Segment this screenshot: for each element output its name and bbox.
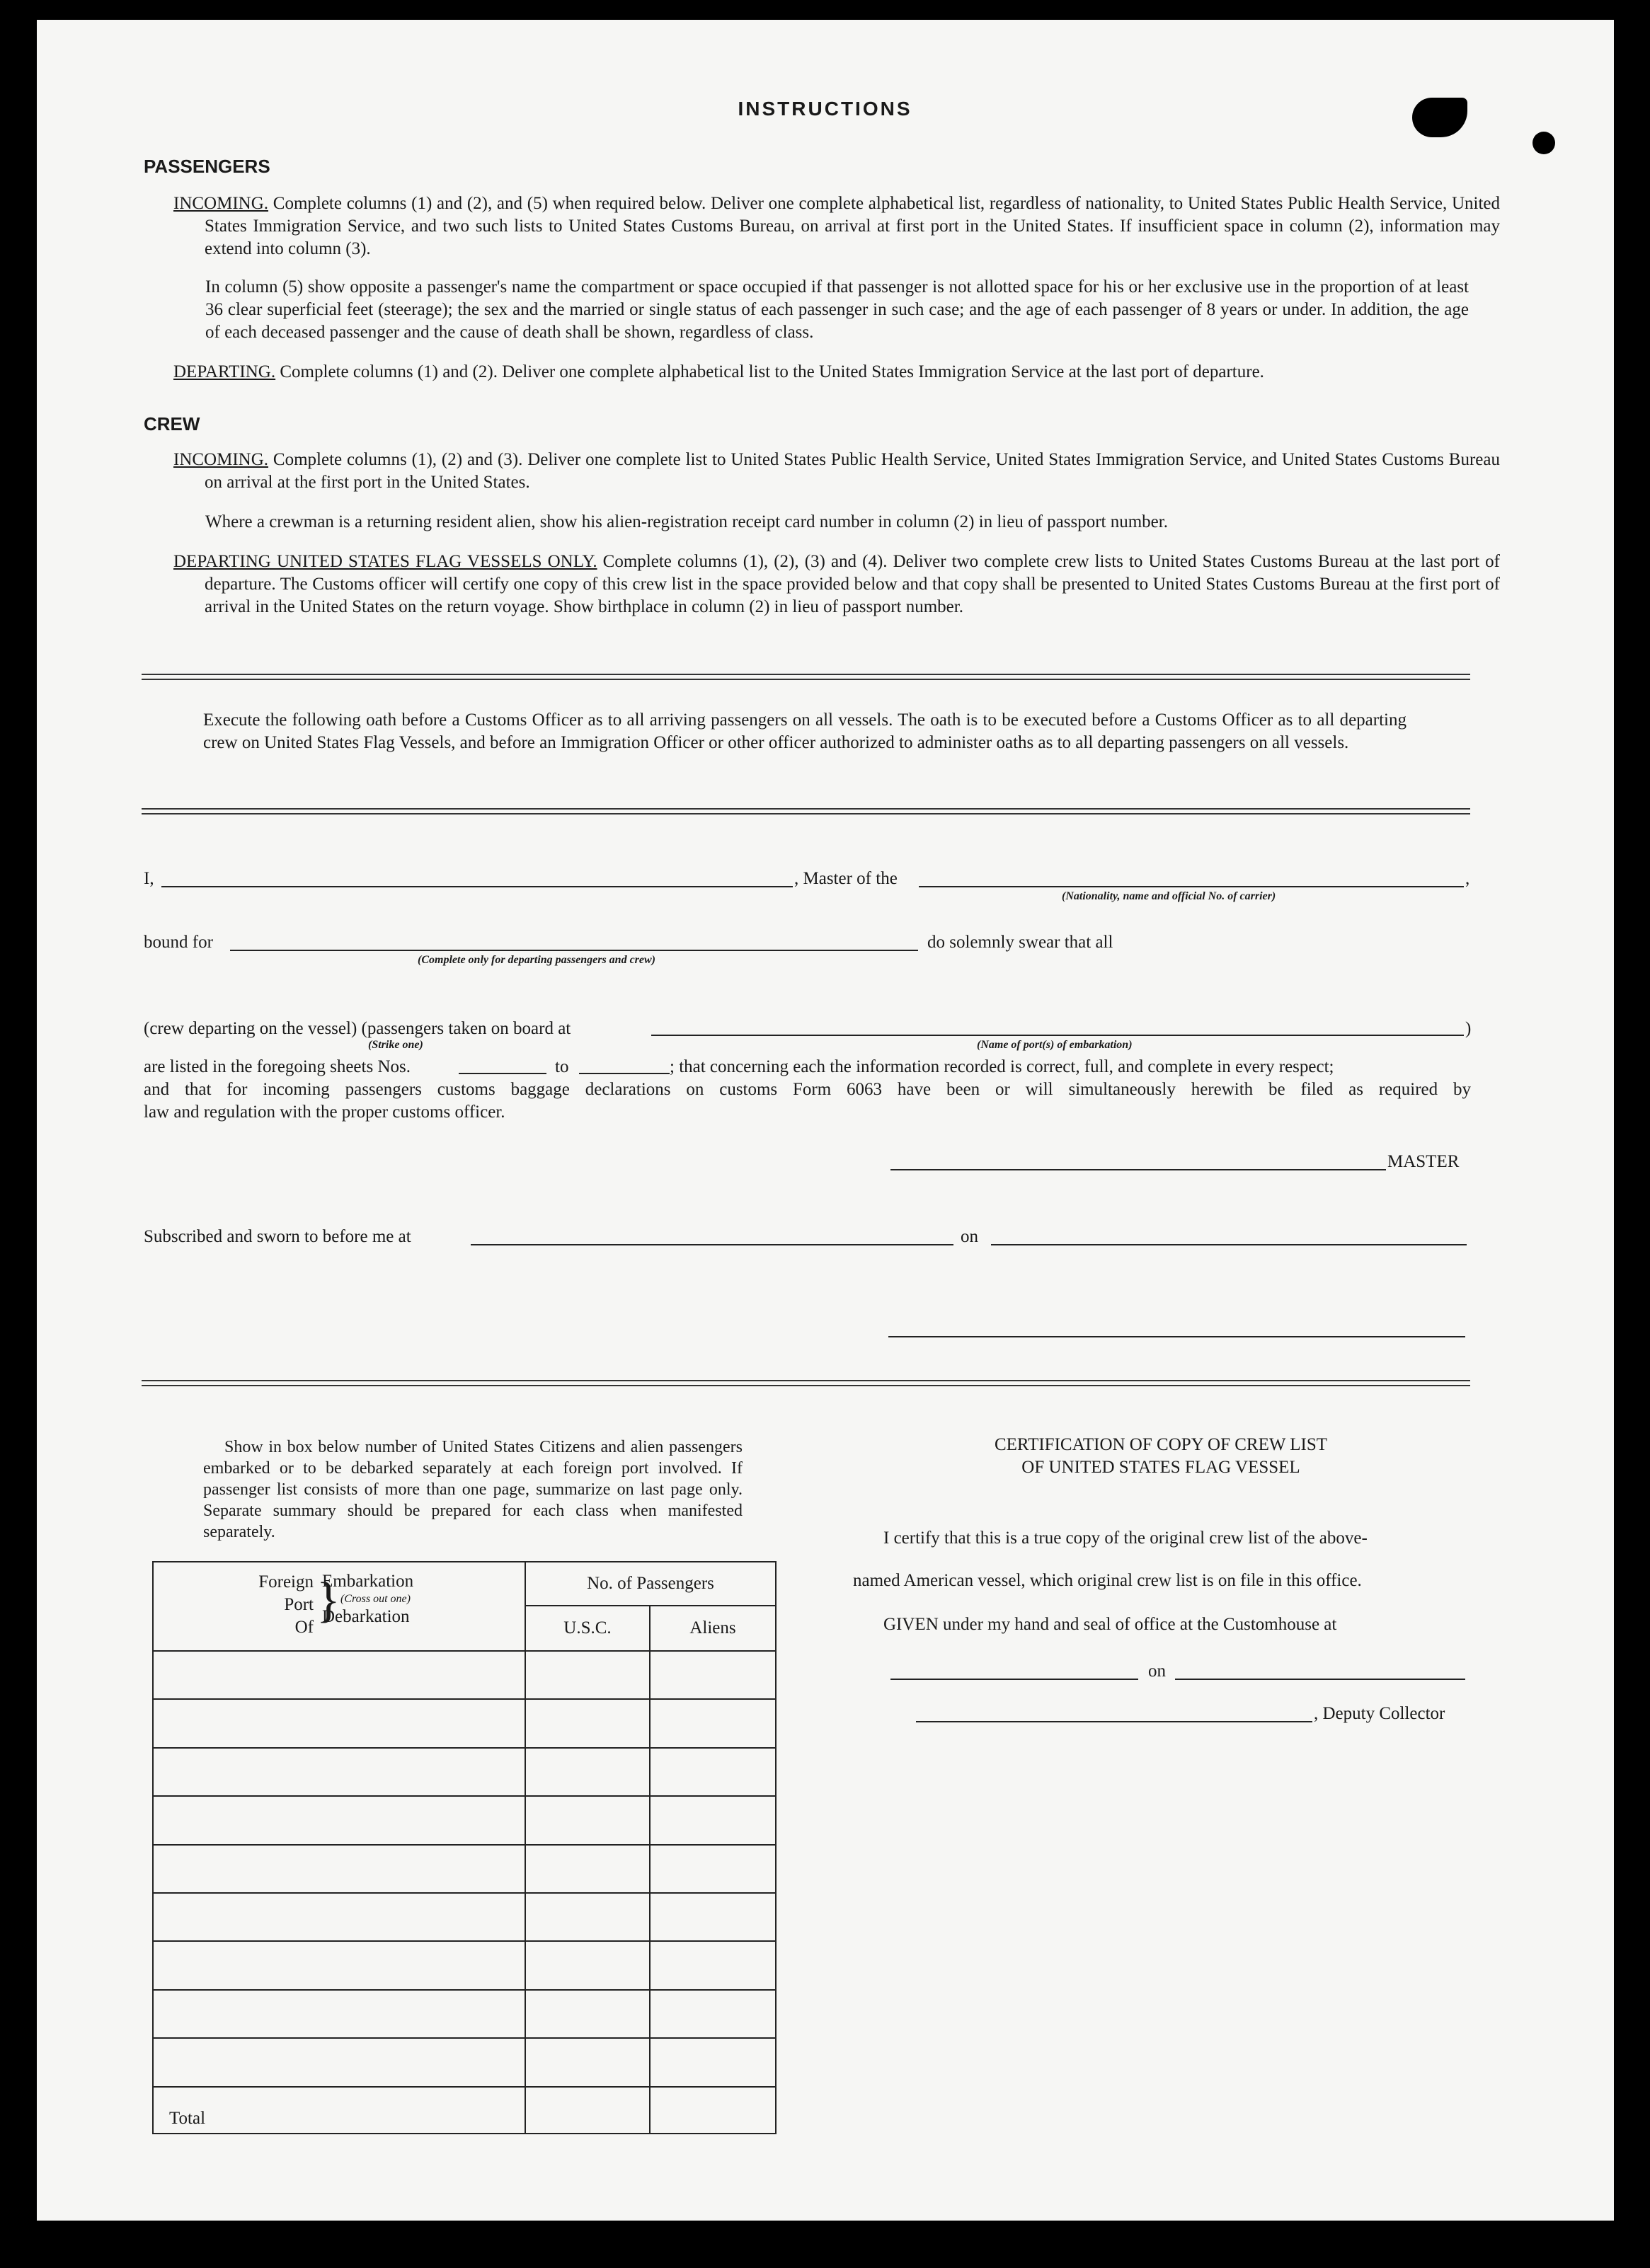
oath-listed-b: ; that concerning each the information recorded is correct, full, and complete in every respect; bbox=[670, 1057, 1334, 1076]
foreign-port-header: Foreign Port Of } Embarkation (Cross out one) Debarkation bbox=[153, 1562, 525, 1651]
header-debarkation: Debarkation bbox=[322, 1607, 410, 1626]
oath-subscribed: Subscribed and sworn to before me at bbox=[144, 1227, 411, 1246]
oath-crew-departing: (crew departing on the vessel) (passengers taken on board at bbox=[144, 1019, 571, 1038]
passengers-heading: PASSENGERS bbox=[144, 156, 270, 177]
divider bbox=[142, 1380, 1470, 1386]
usc-cell[interactable] bbox=[525, 1990, 650, 2038]
header-port: Port bbox=[284, 1595, 314, 1614]
divider bbox=[142, 808, 1470, 814]
divider bbox=[142, 674, 1470, 680]
oath-bound-for: bound for bbox=[144, 933, 213, 952]
crew-departing bbox=[173, 551, 1500, 618]
passengers-departing-text: Complete columns (1) and (2). Deliver one complete alphabetical list to the United States Immigration Service at the last port of departure. bbox=[280, 362, 1264, 381]
header-foreign: Foreign bbox=[258, 1572, 314, 1591]
punch-hole bbox=[1532, 132, 1555, 154]
oath-master: MASTER bbox=[1387, 1152, 1460, 1171]
usc-cell[interactable] bbox=[525, 1748, 650, 1796]
usc-cell[interactable] bbox=[525, 1651, 650, 1699]
carrier-caption: (Nationality, name and official No. of carrier) bbox=[1062, 890, 1276, 902]
oath-instructions-text: Execute the following oath before a Customs Officer as to all arriving passengers on all vessels. The oath is to be executed before a Customs Officer as to all departing crew on United States Flag Vessels, and before an Immigration Officer or other officer authorized to administer oaths as to all departing passengers on all vessels. bbox=[203, 710, 1406, 752]
aliens-cell[interactable] bbox=[650, 1651, 776, 1699]
total-label: Total bbox=[153, 2087, 525, 2134]
certification-title-2: OF UNITED STATES FLAG VESSEL bbox=[1021, 1458, 1300, 1477]
aliens-cell[interactable] bbox=[650, 1893, 776, 1941]
passengers-column5 bbox=[205, 276, 1469, 344]
certification-certify-2: named American vessel, which original crew list is on file in this office. bbox=[853, 1571, 1362, 1590]
page-title: INSTRUCTIONS bbox=[738, 98, 912, 120]
usc-cell[interactable] bbox=[525, 1796, 650, 1844]
oath-swear: do solemnly swear that all bbox=[927, 933, 1113, 952]
summary-instructions-text: Show in box below number of United States Citizens and alien passengers embarked or to be debarked separately at each foreign port involved. If passenger list consists of more than one page, summarize on last page only. Separate summary should be prepared for each class when manifested separately. bbox=[203, 1438, 743, 1541]
passengers-departing-label: DEPARTING. bbox=[173, 362, 276, 381]
port-cell[interactable] bbox=[153, 1845, 525, 1893]
header-crossout: (Cross out one) bbox=[340, 1593, 411, 1605]
customhouse-field[interactable] bbox=[890, 1679, 1138, 1680]
usc-cell[interactable] bbox=[525, 1941, 650, 1989]
aliens-cell[interactable] bbox=[650, 1796, 776, 1844]
bound-for-field[interactable] bbox=[230, 950, 918, 951]
certification-title-1: CERTIFICATION OF COPY OF CREW LIST bbox=[994, 1435, 1328, 1454]
sheet-to-field[interactable] bbox=[579, 1073, 670, 1074]
oath-listed-a: are listed in the foregoing sheets Nos. bbox=[144, 1057, 411, 1076]
header-aliens: Aliens bbox=[650, 1606, 776, 1651]
embarkation-port-field[interactable] bbox=[651, 1035, 1464, 1036]
aliens-cell[interactable] bbox=[650, 1941, 776, 1989]
certification-on: on bbox=[1148, 1662, 1166, 1681]
certification-date-field[interactable] bbox=[1175, 1679, 1465, 1680]
port-cell[interactable] bbox=[153, 1941, 525, 1989]
port-cell[interactable] bbox=[153, 1990, 525, 2038]
crew-heading: CREW bbox=[144, 413, 200, 434]
passenger-summary-table bbox=[152, 1561, 777, 2134]
crew-resident bbox=[205, 511, 1469, 534]
passengers-incoming-text: Complete columns (1) and (2), and (5) when required below. Deliver one complete alphabetical list, regardless of nationality, to United States Public Health Service, United States Immigration Service, and two such lists to United States Customs Bureau, on arrival at first port in the United States. If insufficient space in column (2), information may extend into column (3). bbox=[205, 194, 1501, 258]
aliens-cell[interactable] bbox=[650, 1699, 776, 1747]
passengers-column5-text: In column (5) show opposite a passenger's name the compartment or space occupied if that passenger is not allotted space for his or her exclusive use in the proportion of at least 36 clear superficial feet (steerage); the sex and the married or single status of each passenger in such case; and the age of each passenger of 8 years or under. In addition, the age of each deceased passenger and the cause of death shall be shown, regardless of class. bbox=[205, 277, 1469, 342]
total-usc-cell[interactable] bbox=[525, 2087, 650, 2134]
master-name-field[interactable] bbox=[161, 886, 793, 887]
certification-certify-1: I certify that this is a true copy of the original crew list of the above- bbox=[883, 1529, 1368, 1548]
certification-deputy: , Deputy Collector bbox=[1314, 1704, 1445, 1723]
port-caption: (Name of port(s) of embarkation) bbox=[977, 1039, 1133, 1051]
aliens-cell[interactable] bbox=[650, 1990, 776, 2038]
aliens-cell[interactable] bbox=[650, 2038, 776, 2086]
subscribed-place-field[interactable] bbox=[471, 1244, 953, 1245]
subscribed-date-field[interactable] bbox=[991, 1244, 1467, 1245]
crew-resident-text: Where a crewman is a returning resident alien, show his alien-registration receipt card number in column (2) in lieu of passport number. bbox=[205, 512, 1168, 531]
deputy-signature-field[interactable] bbox=[916, 1721, 1312, 1722]
oath-listed-c: and that for incoming passengers customs baggage declarations on customs Form 6063 have been or will simultaneously herewith be filed as required by bbox=[144, 1080, 1471, 1099]
port-cell[interactable] bbox=[153, 2038, 525, 2086]
port-cell[interactable] bbox=[153, 1748, 525, 1796]
certification-given: GIVEN under my hand and seal of office at the Customhouse at bbox=[883, 1615, 1337, 1634]
crew-departing-text: Complete columns (1), (2), (3) and (4). Deliver two complete crew lists to United States Customs Bureau at the last port of departure. The Customs officer will certify one copy of this crew list in the space provided below and that copy shall be presented to United States Customs Bureau at the first port of arrival in the United States on the return voyage. Show birthplace in column (2) in lieu of passport number. bbox=[205, 552, 1501, 616]
bound-caption: (Complete only for departing passengers and crew) bbox=[418, 954, 655, 966]
usc-cell[interactable] bbox=[525, 1699, 650, 1747]
usc-cell[interactable] bbox=[525, 2038, 650, 2086]
oath-master-of: , Master of the bbox=[794, 869, 898, 888]
header-no-passengers: No. of Passengers bbox=[525, 1562, 776, 1606]
strike-caption: (Strike one) bbox=[368, 1039, 423, 1051]
passengers-incoming bbox=[173, 192, 1500, 260]
carrier-field[interactable] bbox=[919, 886, 1464, 887]
oath-instructions bbox=[203, 709, 1406, 754]
header-of: Of bbox=[294, 1618, 314, 1637]
port-cell[interactable] bbox=[153, 1893, 525, 1941]
oath-close-paren: ) bbox=[1465, 1019, 1472, 1038]
usc-cell[interactable] bbox=[525, 1845, 650, 1893]
passengers-incoming-label: INCOMING. bbox=[173, 194, 269, 213]
oath-listed-to: to bbox=[555, 1057, 569, 1076]
officer-signature-field[interactable] bbox=[888, 1336, 1465, 1337]
summary-instructions bbox=[203, 1437, 743, 1543]
oath-on: on bbox=[961, 1227, 978, 1246]
aliens-cell[interactable] bbox=[650, 1845, 776, 1893]
port-cell[interactable] bbox=[153, 1699, 525, 1747]
crew-incoming-text: Complete columns (1), (2) and (3). Deliver one complete list to United States Public Health Service, United States Immigration Service, and United States Customs Bureau on arrival at the first port in the United States. bbox=[205, 450, 1500, 492]
port-cell[interactable] bbox=[153, 1796, 525, 1844]
aliens-cell[interactable] bbox=[650, 1748, 776, 1796]
crew-departing-label: DEPARTING UNITED STATES FLAG VESSELS ONLY. bbox=[173, 552, 597, 571]
sheet-from-field[interactable] bbox=[459, 1073, 546, 1074]
total-aliens-cell[interactable] bbox=[650, 2087, 776, 2134]
passengers-departing bbox=[173, 361, 1469, 384]
master-signature-field[interactable] bbox=[890, 1169, 1386, 1170]
crew-incoming-label: INCOMING. bbox=[173, 450, 269, 469]
crew-incoming bbox=[173, 449, 1500, 494]
header-embarkation: Embarkation bbox=[322, 1572, 414, 1591]
port-cell[interactable] bbox=[153, 1651, 525, 1699]
oath-listed-d: law and regulation with the proper customs officer. bbox=[144, 1103, 505, 1122]
header-usc: U.S.C. bbox=[525, 1606, 650, 1651]
oath-i-label: I, bbox=[144, 869, 154, 888]
usc-cell[interactable] bbox=[525, 1893, 650, 1941]
